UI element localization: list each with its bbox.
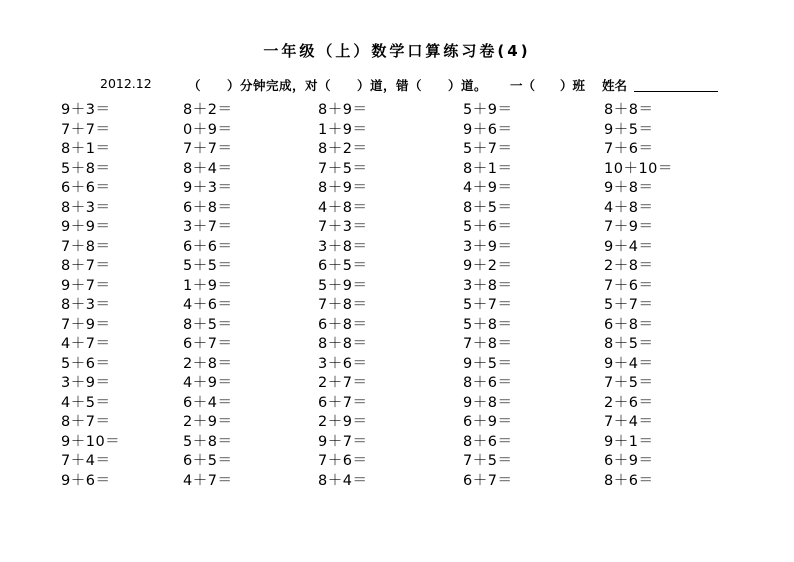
problem-item: 7＋7＝ [183,141,233,157]
problem-item: 5＋7＝ [463,297,513,313]
problem-item: 7＋7＝ [61,121,111,138]
problem-item: 7＋8＝ [318,297,368,313]
problem-item: 7＋8＝ [463,336,513,352]
problem-item: 5＋7＝ [604,297,654,313]
problem-item: 8＋5＝ [183,316,233,333]
problem-item: 4＋8＝ [604,199,654,216]
problem-item: 1＋9＝ [183,277,233,294]
problem-item: 6＋9＝ [463,414,513,430]
problem-item: 9＋7＝ [318,433,368,450]
problem-item: 3＋6＝ [318,355,368,372]
problem-item: 6＋7＝ [183,336,233,352]
problem-item: 7＋6＝ [604,277,654,294]
problem-item: 8＋8＝ [318,336,368,352]
problem-item: 8＋6＝ [463,433,513,450]
problem-item: 7＋8＝ [61,238,111,255]
problem-item: 5＋8＝ [463,316,513,333]
problem-item: 6＋5＝ [318,258,368,274]
problem-item: 5＋9＝ [318,277,368,294]
class-label: 一（ ）班 [510,78,586,93]
problem-item: 3＋8＝ [463,277,513,294]
problem-item: 8＋4＝ [183,160,233,177]
problem-item: 3＋9＝ [61,375,111,391]
name-label: 姓名 [602,78,628,93]
problem-item: 9＋8＝ [463,394,513,411]
problem-item: 7＋3＝ [318,219,368,235]
problem-item: 4＋6＝ [183,297,233,313]
problem-item: 9＋7＝ [61,277,111,294]
problem-item: 8＋3＝ [61,297,111,313]
problem-item: 8＋6＝ [604,472,654,489]
problem-item: 6＋8＝ [604,316,654,333]
problem-item: 4＋8＝ [318,199,368,216]
problem-item: 8＋1＝ [61,141,111,157]
problem-item: 9＋1＝ [604,433,654,450]
problem-item: 5＋8＝ [183,433,233,450]
problem-item: 7＋9＝ [604,219,654,235]
date-label: 2012.12 [100,76,152,91]
problem-item: 6＋6＝ [183,238,233,255]
problem-item: 5＋6＝ [61,355,111,372]
problem-item: 5＋9＝ [463,102,513,118]
problem-item: 8＋2＝ [183,102,233,118]
problem-item: 8＋5＝ [604,336,654,352]
problem-item: 2＋9＝ [318,414,368,430]
problem-item: 5＋8＝ [61,160,111,177]
problem-item: 5＋6＝ [463,219,513,235]
problem-item: 4＋9＝ [463,180,513,196]
problem-item: 9＋3＝ [183,180,233,196]
problem-item: 2＋7＝ [318,375,368,391]
problem-item: 4＋5＝ [61,394,111,411]
problem-item: 6＋4＝ [183,394,233,411]
problem-item: 5＋5＝ [183,258,233,274]
problem-item: 6＋7＝ [318,394,368,411]
problem-item: 9＋3＝ [61,102,111,118]
problem-item: 6＋7＝ [463,472,513,489]
problem-item: 7＋4＝ [61,453,111,469]
problem-item: 9＋9＝ [61,219,111,235]
name-blank-line [634,91,718,92]
problem-item: 4＋7＝ [183,472,233,489]
problem-item: 7＋4＝ [604,414,654,430]
problem-item: 7＋5＝ [318,160,368,177]
problem-item: 6＋9＝ [604,453,654,469]
problem-item: 8＋2＝ [318,141,368,157]
problem-item: 6＋5＝ [183,453,233,469]
problem-item: 7＋6＝ [318,453,368,469]
problem-item: 9＋4＝ [604,355,654,372]
problem-item: 8＋8＝ [604,102,654,118]
problem-item: 2＋9＝ [183,414,233,430]
problem-item: 8＋9＝ [318,102,368,118]
problem-item: 9＋2＝ [463,258,513,274]
problem-item: 9＋6＝ [61,472,111,489]
problem-column [604,101,673,491]
problem-item: 1＋9＝ [318,121,368,138]
problem-item: 7＋5＝ [604,375,654,391]
problem-item: 9＋10＝ [61,433,121,450]
problem-item: 3＋7＝ [183,219,233,235]
problem-item: 6＋6＝ [61,180,111,196]
problem-item: 8＋5＝ [463,199,513,216]
problem-item: 10＋10＝ [604,160,673,177]
problem-item: 8＋7＝ [61,414,111,430]
problem-item: 9＋8＝ [604,180,654,196]
problem-item: 6＋8＝ [318,316,368,333]
problem-item: 7＋5＝ [463,453,513,469]
problem-item: 8＋9＝ [318,180,368,196]
problem-column [61,101,120,491]
problem-item: 9＋4＝ [604,238,654,255]
problem-item: 7＋9＝ [61,316,111,333]
completion-stats-line: （ ）分钟完成，对（ ）道，错（ ）道。 [188,78,488,93]
problem-item: 0＋9＝ [183,121,233,138]
worksheet-title: 一年级（上）数学口算练习卷(4) [263,42,531,60]
problem-item: 3＋8＝ [318,238,368,255]
problem-item: 9＋5＝ [463,355,513,372]
problem-item: 4＋9＝ [183,375,233,391]
problem-column [463,101,512,491]
problem-column [183,101,232,491]
problem-item: 5＋7＝ [463,141,513,157]
problem-item: 8＋1＝ [463,160,513,177]
problem-item: 9＋5＝ [604,121,654,138]
problem-item: 4＋7＝ [61,336,111,352]
problem-item: 8＋3＝ [61,199,111,216]
problem-column [318,101,367,491]
problem-item: 9＋6＝ [463,121,513,138]
problem-item: 8＋4＝ [318,472,368,489]
problem-item: 3＋9＝ [463,238,513,255]
problem-item: 2＋6＝ [604,394,654,411]
problem-item: 8＋7＝ [61,258,111,274]
problem-item: 7＋6＝ [604,141,654,157]
problem-item: 8＋6＝ [463,375,513,391]
problem-item: 2＋8＝ [183,355,233,372]
problem-item: 2＋8＝ [604,258,654,274]
problem-item: 6＋8＝ [183,199,233,216]
